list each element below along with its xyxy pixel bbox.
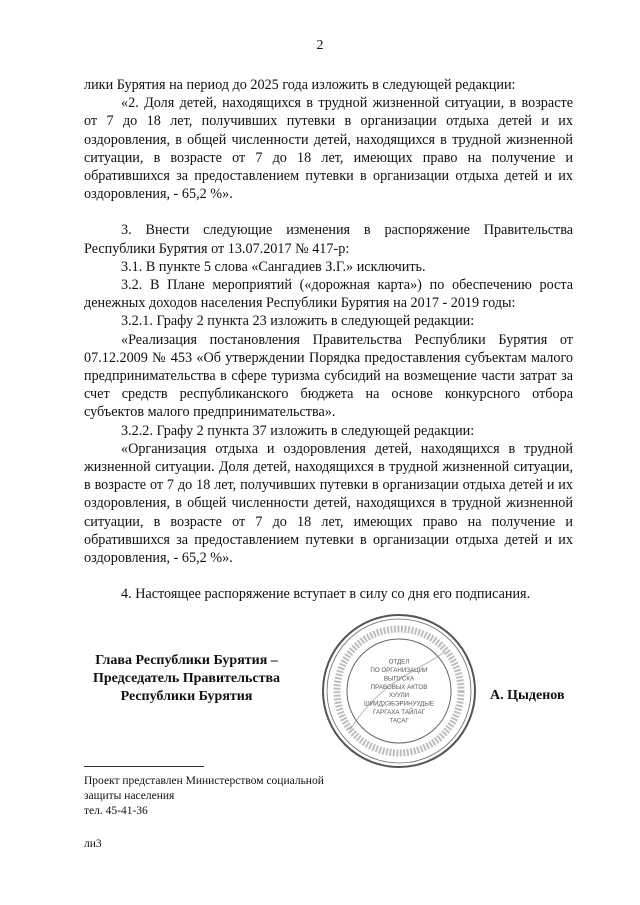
signatory-title: [84, 652, 289, 706]
paragraph: «Организация отдыха и оздоровления детей, находящихся в трудной жизненной ситуации. Доля детей, находящихся в трудной жизненной ситуации, в возрасте от 7 до 18 лет, получивших путевки в организации отдыха детей и их оздоровления, в общей численности детей, находящихся в трудной жизненной ситуации, в возрасте от 7 до 18 лет, имеющих право на получение и обратившихся за предоставлением путевки в организации отдыха детей и их оздоровления, - 65,2 %».: [84, 440, 573, 567]
seal-text-line: ШИИДХЭБЭРИНУУДЫЕ: [364, 700, 434, 708]
paragraph-gap: [84, 567, 573, 585]
paragraph: «Реализация постановления Правительства Республики Бурятия от 07.12.2009 № 453 «Об утверждении Порядка предоставления субъектам малого предпринимательства в сфере туризма субсидий на возмещение части затрат за счет средств республиканского бюджета на основе конкурсного отбора субъектов малого предпринимательства».: [84, 331, 573, 421]
official-seal: [320, 612, 478, 770]
paragraph: 4. Настоящее распоряжение вступает в силу со дня его подписания.: [121, 586, 531, 603]
seal-text-line: ТАСАГ: [389, 717, 409, 725]
document-code: ли3: [84, 838, 102, 850]
document-body: [84, 76, 573, 603]
paragraph: лики Бурятия на период до 2025 года изложить в следующей редакции:: [84, 77, 516, 93]
paragraph: 3.1. В пункте 5 слова «Сангадиев З.Г.» исключить.: [121, 258, 426, 275]
seal-text-line: ПО ОРГАНИЗАЦИИ: [370, 667, 428, 674]
paragraph: 3.2.2. Графу 2 пункта 37 изложить в следующей редакции:: [121, 422, 475, 439]
footer-note: [84, 774, 324, 819]
footer-line: защиты населения: [84, 790, 175, 802]
signatory-name: А. Цыденов: [490, 688, 565, 703]
footer-divider: [84, 766, 204, 767]
footer-line: Проект представлен Министерством социальной: [84, 775, 324, 787]
page-number: 2: [316, 38, 324, 53]
seal-text-line: ПРАВОВЫХ АКТОВ: [370, 683, 428, 691]
seal-text-line: ОТДЕЛ: [388, 658, 410, 666]
seal-text-line: ХУУЛИ: [388, 692, 410, 700]
signatory-title-line: Глава Республики Бурятия –: [95, 653, 278, 668]
seal-text-line: ГАРГАХА ТАЙЛАГ: [373, 709, 425, 716]
paragraph: «2. Доля детей, находящихся в трудной жизненной ситуации, в возрасте от 7 до 18 лет, получивших путевки в организации отдыха детей и их оздоровления, в общей численности детей, находящихся в трудной жизненной ситуации, в возрасте от 7 до 18 лет, имеющих право на получение и обратившихся за предоставлением путевки в организации отдыха детей и их оздоровления, - 65,2 %».: [84, 95, 573, 203]
footer-line: тел. 45-41-36: [84, 805, 148, 817]
signatory-title-line: Председатель Правительства: [92, 671, 281, 686]
paragraph: 3.2.1. Графу 2 пункта 23 изложить в следующей редакции:: [121, 313, 475, 330]
seal-text-line: ВЫПУСКА: [383, 675, 415, 683]
paragraph: 3. Внести следующие изменения в распоряжение Правительства Республики Бурятия от 13.07.2017 № 417-р:: [84, 222, 573, 257]
paragraph: 3.2. В Плане мероприятий («дорожная карта») по обеспечению роста денежных доходов населения Республики Бурятия на 2017 - 2019 годы:: [84, 277, 573, 312]
signatory-title-line: Республики Бурятия: [120, 689, 253, 704]
paragraph-gap: [84, 203, 573, 221]
